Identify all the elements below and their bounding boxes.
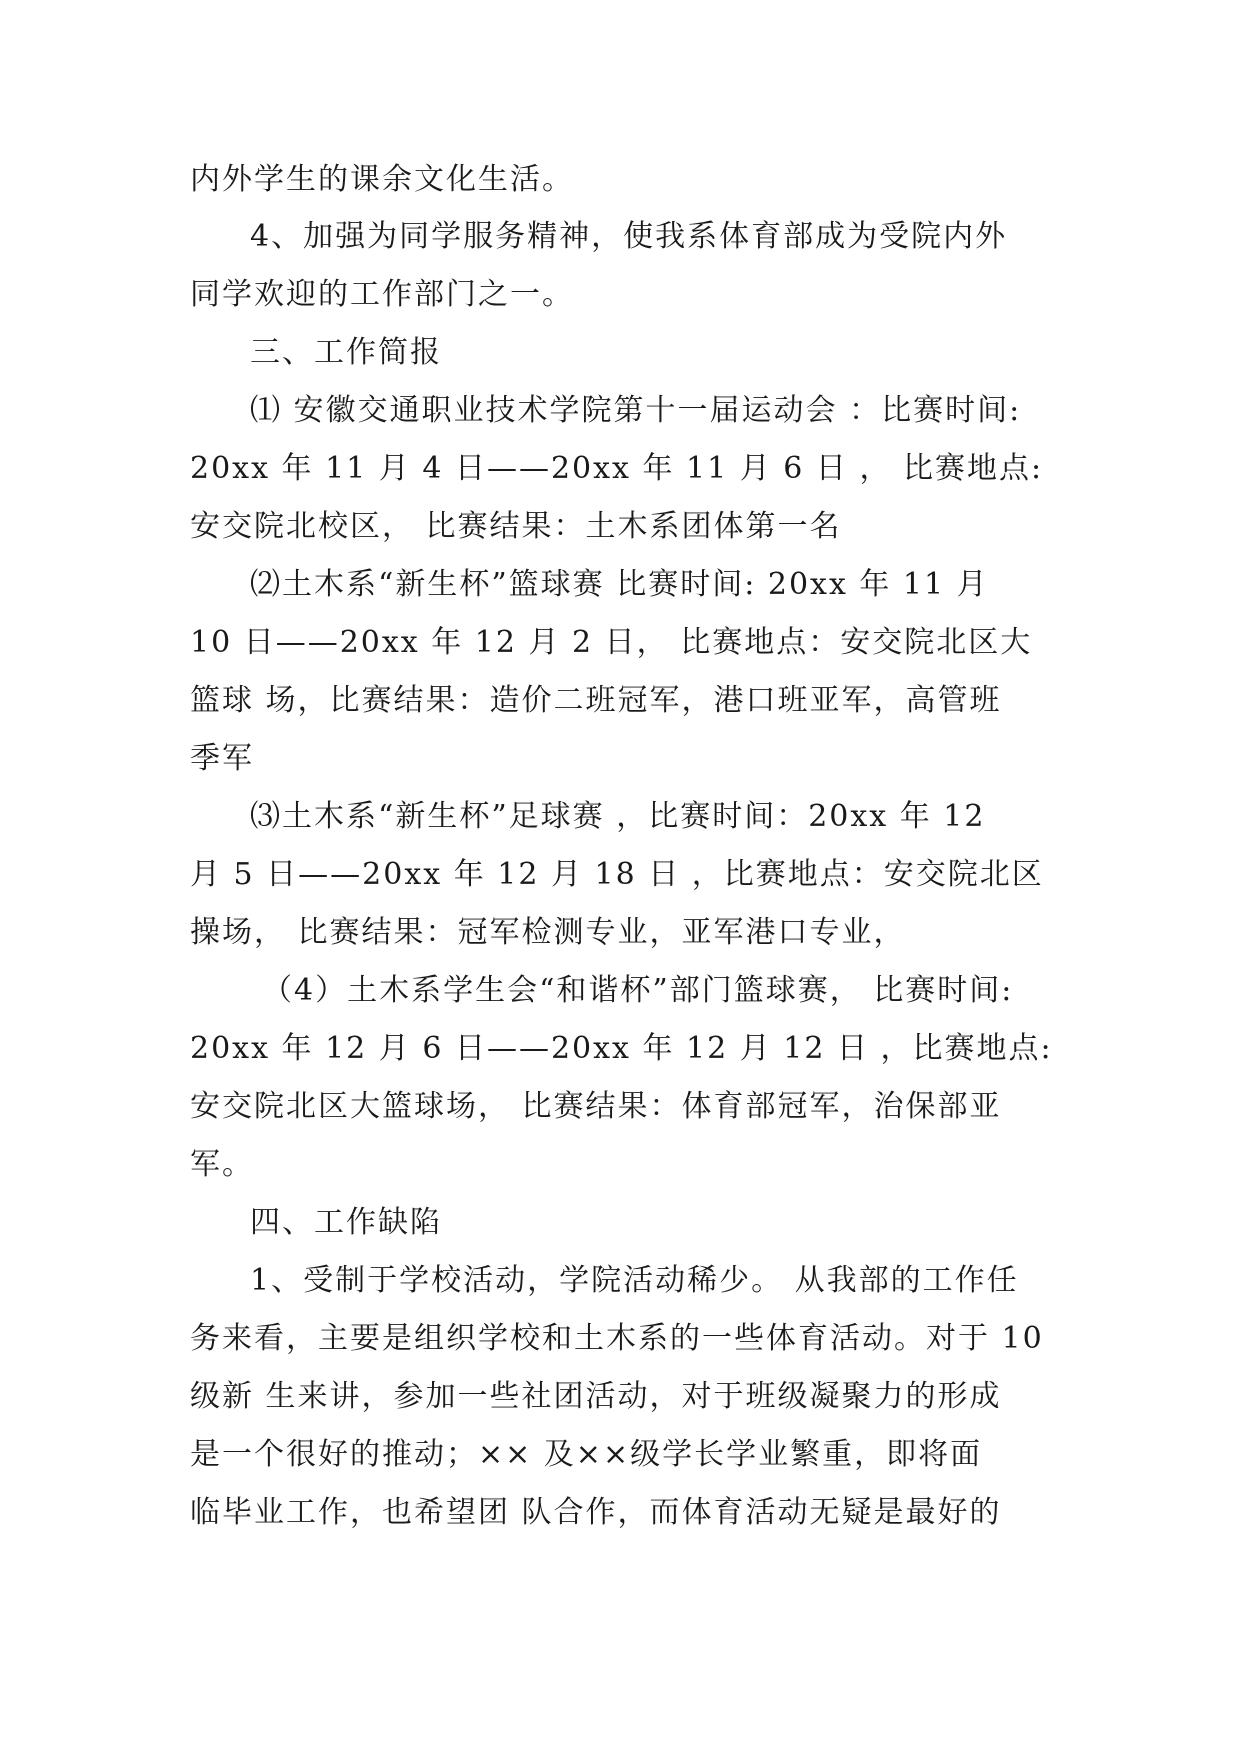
body-line: ⑵土木系“新生杯”篮球赛 比赛时间: 20xx 年 11 月 (250, 567, 989, 602)
body-line: 内外学生的课余文化生活。 (190, 162, 574, 197)
body-line: 务来看，主要是组织学校和土木系的一些体育活动。对于 10 (190, 1321, 1044, 1356)
body-line: ⑴ 安徽交通职业技术学院第十一届运动会 ：比赛时间: (250, 393, 1022, 428)
body-line: 同学欢迎的工作部门之一。 (190, 277, 574, 312)
body-line: 军。 (190, 1147, 254, 1182)
body-line: 级新 生来讲，参加一些社团活动，对于班级凝聚力的形成 (190, 1379, 1002, 1414)
section-heading: 四、工作缺陷 (250, 1205, 442, 1240)
body-line: （4）土木系学生会“和谐杯”部门篮球赛， 比赛时间: (262, 973, 1014, 1008)
body-line: 1、受制于学校活动，学院活动稀少。 从我部的工作任 (250, 1263, 1019, 1298)
body-line: ⑶土木系“新生杯”足球赛 ，比赛时间：20xx 年 12 (250, 799, 986, 834)
body-line: 操场， 比赛结果：冠军检测专业，亚军港口专业， (190, 915, 906, 950)
body-line: 临毕业工作，也希望团 队合作，而体育活动无疑是最好的 (190, 1495, 1002, 1530)
body-line: 安交院北区大篮球场， 比赛结果：体育部冠军，治保部亚 (190, 1089, 1002, 1124)
body-line: 季军 (190, 741, 254, 776)
body-line: 篮球 场，比赛结果：造价二班冠军，港口班亚军，高管班 (190, 683, 1002, 718)
body-line: 10 日——20xx 年 12 月 2 日， 比赛地点：安交院北区大 (190, 625, 1033, 660)
body-line: 是一个很好的推动；×× 及××级学长学业繁重，即将面 (190, 1437, 983, 1472)
body-line: 4、加强为同学服务精神，使我系体育部成为受院内外 (250, 219, 1008, 254)
body-line: 月 5 日——20xx 年 12 月 18 日 ，比赛地点：安交院北区 (190, 857, 1044, 892)
body-line: 安交院北校区， 比赛结果：土木系团体第一名 (190, 509, 842, 544)
body-line: 20xx 年 12 月 6 日——20xx 年 12 月 12 日 ，比赛地点: (190, 1031, 1053, 1066)
body-line: 20xx 年 11 月 4 日——20xx 年 11 月 6 日 ， 比赛地点: (190, 451, 1044, 486)
section-heading: 三、工作简报 (250, 335, 442, 370)
